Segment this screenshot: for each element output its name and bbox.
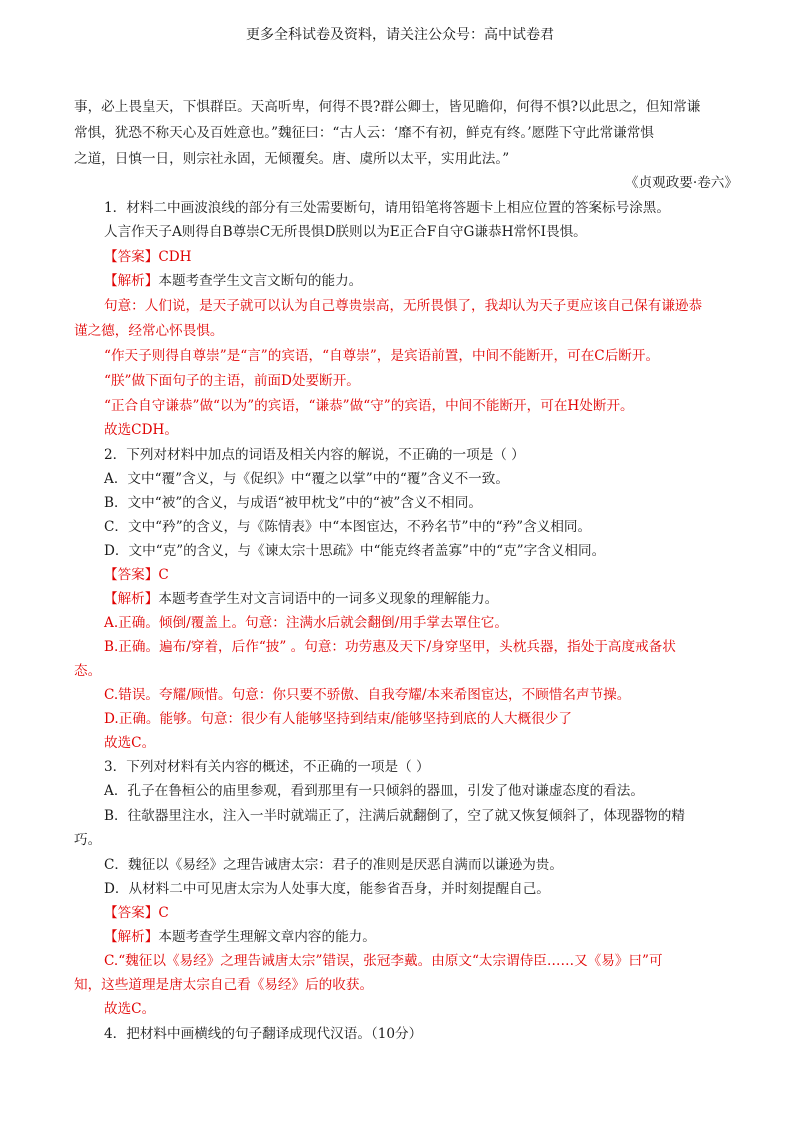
analysis-line: C.错误。夸耀/顾惜。句意：你只要不骄傲、自我夸耀/本来希图宦达，不顾惜名声节操。 xyxy=(104,687,631,703)
analysis-line: “作天子则得自尊崇”是“言”的宾语，“自尊崇”，是宾语前置，中间不能断开，可在C后断开。 xyxy=(104,348,660,364)
analysis-line: 故选C。 xyxy=(104,735,156,751)
analysis-line: 故选CDH。 xyxy=(104,422,178,438)
analysis-tag: 【解析】 xyxy=(104,591,159,607)
question-2: 2．下列对材料中加点的词语及相关内容的解说，不正确的一项是（ ） xyxy=(104,447,525,463)
answer-3 xyxy=(104,903,169,923)
option-c: C．魏征以《易经》之理告诫唐太宗：君子的准则是厌恶自满而以谦逊为贵。 xyxy=(104,857,563,873)
question-4: 4．把材料中画横线的句子翻译成现代汉语。（10分） xyxy=(104,1026,423,1042)
analysis-line: 知，这些道理是唐太宗自己看《易经》后的收获。 xyxy=(74,977,374,993)
analysis-line: “正合自守谦恭”做“以为”的宾语，“谦恭”做“守”的宾语，中间不能断开，可在H处断开。 xyxy=(104,398,634,414)
passage-source: 《贞观政要·卷六》 xyxy=(624,175,738,191)
option-d: D．从材料二中可见唐太宗为人处事大度，能参省吾身，并时刻提醒自己。 xyxy=(104,881,550,897)
passage-line: 常惧，犹恐不称天心及百姓意也。”魏征曰：“古人云：‘靡不有初，鲜克有终。’愿陛下守此常谦常惧 xyxy=(74,125,654,141)
analysis-1 xyxy=(104,271,362,291)
analysis-line: B.正确。遍布/穿着，后作“披” 。句意：功劳惠及天下/身穿坚甲，头枕兵器，指处于高度戒备状 xyxy=(104,639,676,655)
analysis-tag: 【解析】 xyxy=(104,273,159,289)
analysis-line: 态。 xyxy=(74,663,102,679)
option-a: A．文中“覆”含义，与《促织》中“覆之以掌”中的“覆”含义不一致。 xyxy=(104,471,509,487)
analysis-3 xyxy=(104,927,376,947)
option-d: D．文中“克”的含义，与《谏太宗十思疏》中“能克终者盖寡”中的“克”字含义相同。 xyxy=(104,543,606,559)
option-b: B．往欹器里注水，注入一半时就端正了，注满后就翻倒了，空了就又恢复倾斜了，体现器物的精 xyxy=(104,808,685,824)
analysis-line: “朕”做下面句子的主语，前面D处要断开。 xyxy=(104,373,360,389)
analysis-2 xyxy=(104,589,498,609)
answer-tag: 【答案】 xyxy=(104,567,159,583)
passage-line: 之道，日慎一日，则宗社永固，无倾覆矣。唐、虞所以太平，实用此法。” xyxy=(74,151,510,167)
answer-1 xyxy=(104,247,192,267)
option-b-cont: 巧。 xyxy=(74,832,102,848)
answer-value: C xyxy=(158,905,169,921)
option-c: C．文中“矜”的含义，与《陈情表》中“本图宦达，不矜名节”中的“矜”含义相同。 xyxy=(104,519,592,535)
question-1: 1．材料二中画波浪线的部分有三处需要断句，请用铅笔将答题卡上相应位置的答案标号涂黑。 xyxy=(104,200,670,216)
answer-value: CDH xyxy=(158,249,192,265)
analysis-text: 本题考查学生文言文断句的能力。 xyxy=(158,273,363,289)
option-a: A．孔子在鲁桓公的庙里参观，看到那里有一只倾斜的器皿，引发了他对谦虚态度的看法。 xyxy=(104,783,644,799)
question-1-text: 人言作天子A则得自B尊崇C无所畏惧D朕则以为E正合F自守G谦恭H常怀I畏惧。 xyxy=(104,224,587,240)
page-header: 更多全科试卷及资料，请关注公众号：高中试卷君 xyxy=(246,27,554,43)
answer-tag: 【答案】 xyxy=(104,249,159,265)
analysis-tag: 【解析】 xyxy=(104,929,159,945)
analysis-line: A.正确。倾倒/覆盖上。句意：注满水后就会翻倒/用手掌去罩住它。 xyxy=(104,615,508,631)
option-b: B．文中“被”的含义，与成语“被甲枕戈”中的“被”含义不相同。 xyxy=(104,495,482,511)
analysis-line: 故选C。 xyxy=(104,1001,156,1017)
passage-line: 事，必上畏皇天，下惧群臣。天高听卑，何得不畏?群公卿士，皆见瞻仰，何得不惧?以此思之，但知常谦 xyxy=(74,99,701,115)
answer-2 xyxy=(104,565,169,585)
analysis-line: D.正确。能够。句意：很少有人能够坚持到结束/能够坚持到底的人大概很少了 xyxy=(104,711,572,727)
answer-tag: 【答案】 xyxy=(104,905,159,921)
analysis-line: 句意：人们说，是天子就可以认为自己尊贵崇高，无所畏惧了，我却认为天子更应该自己保有谦逊恭 xyxy=(104,298,703,314)
answer-value: C xyxy=(158,567,169,583)
analysis-line: C.“魏征以《易经》之理告诫唐太宗”错误，张冠李戴。由原文“太宗谓侍臣……又《易》曰”可 xyxy=(104,953,663,969)
analysis-line: 谨之德，经常心怀畏惧。 xyxy=(74,323,224,339)
analysis-text: 本题考查学生对文言词语中的一词多义现象的理解能力。 xyxy=(158,591,499,607)
question-3: 3．下列对材料有关内容的概述，不正确的一项是（ ） xyxy=(104,759,430,775)
analysis-text: 本题考查学生理解文章内容的能力。 xyxy=(158,929,376,945)
